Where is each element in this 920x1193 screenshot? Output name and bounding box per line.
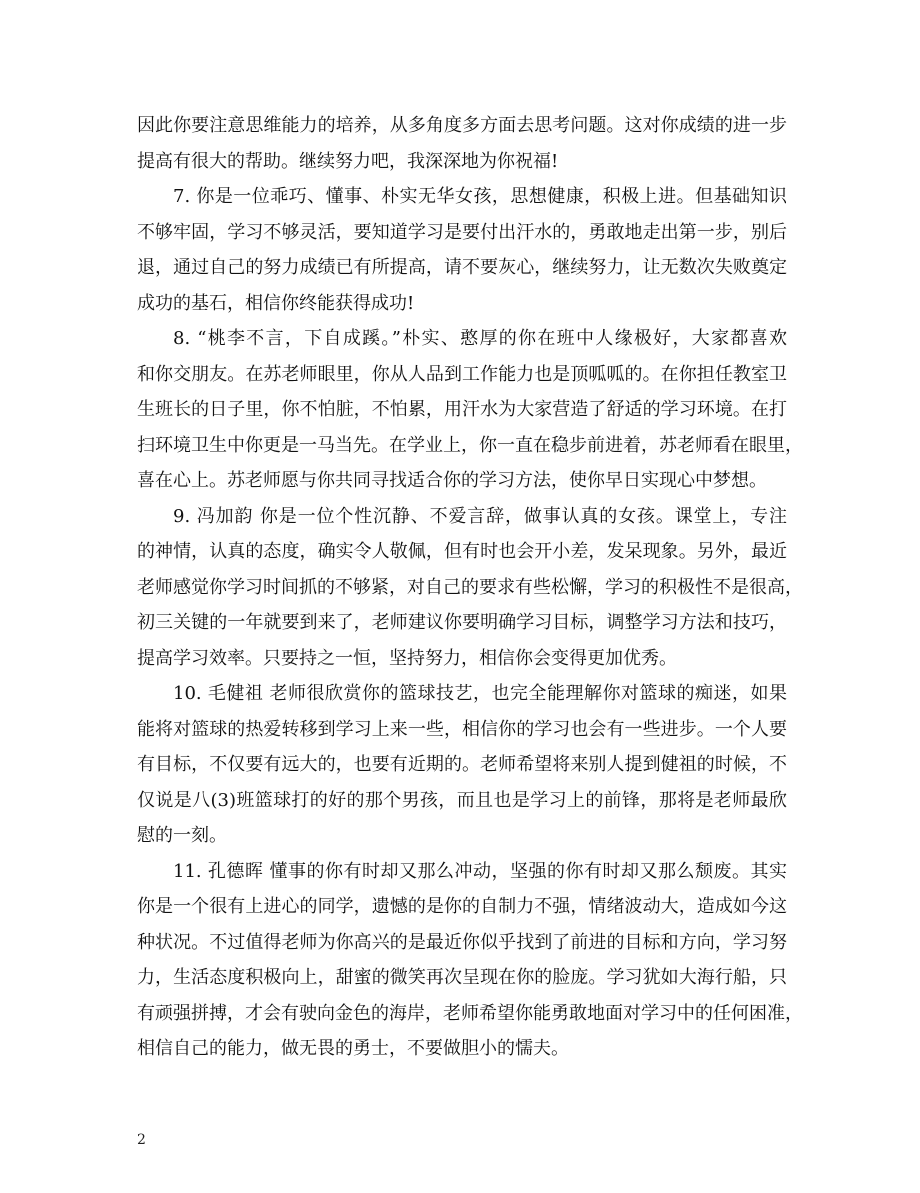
text-line: 你是一个很有上进心的同学，遗憾的是你的自制力不强，情绪波动大，造成如今这 (137, 896, 787, 917)
text-line: 有目标，不仅要有远大的，也要有近期的。老师希望将来别人提到健祖的时候，不 (137, 754, 787, 775)
text-line: 成功的基石，相信你终能获得成功! (137, 293, 415, 314)
text-line: 喜在心上。苏老师愿与你共同寻找适合你的学习方法，使你早日实现心中梦想。 (137, 470, 767, 491)
text-line: 相信自己的能力，做无畏的勇士，不要做胆小的懦夫。 (137, 1038, 569, 1059)
text-line: 提高有很大的帮助。继续努力吧，我深深地为你祝福! (137, 151, 559, 172)
text-line: 初三关键的一年就要到来了，老师建议你要明确学习目标，调整学习方法和技巧， (137, 612, 787, 633)
text-line: 扫环境卫生中你更是一马当先。在学业上，你一直在稳步前进着，苏老师看在眼里， (137, 435, 803, 456)
text-line: 能将对篮球的热爱转移到学习上来一些，相信你的学习也会有一些进步。一个人要 (137, 719, 787, 740)
text-line: 和你交朋友。在苏老师眼里，你从人品到工作能力也是顶呱呱的。在你担任教室卫 (137, 364, 787, 385)
text-line: 慰的一刻。 (137, 825, 227, 846)
text-line: 因此你要注意思维能力的培养，从多角度多方面去思考问题。这对你成绩的进一步 (137, 115, 787, 136)
text-line: 退，通过自己的努力成绩已有所提高，请不要灰心，继续努力，让无数次失败奠定 (137, 257, 787, 278)
paragraph-9-first-line: 9. 冯加韵 你是一位个性沉静、不爱言辞，做事认真的女孩。课堂上，专注 (173, 506, 787, 527)
text-line: 生班长的日子里，你不怕脏，不怕累，用汗水为大家营造了舒适的学习环境。在打 (137, 399, 787, 420)
text-line: 有顽强拼搏，才会有驶向金色的海岸，老师希望你能勇敢地面对学习中的任何困准， (137, 1003, 803, 1024)
paragraph-10-first-line: 10. 毛健祖 老师很欣赏你的篮球技艺，也完全能理解你对篮球的痴迷，如果 (173, 683, 787, 704)
text-line: 老师感觉你学习时间抓的不够紧，对自己的要求有些松懈，学习的积极性不是很高， (137, 577, 803, 598)
text-line: 提高学习效率。只要持之一恒，坚持努力，相信你会变得更加优秀。 (137, 648, 677, 669)
text-line: 的神情，认真的态度，确实令人敬佩，但有时也会开小差，发呆现象。另外，最近 (137, 541, 787, 562)
text-line: 仅说是八(3)班篮球打的好的那个男孩，而且也是学习上的前锋，那将是老师最欣 (137, 790, 787, 811)
text-line: 种状况。不过值得老师为你高兴的是最近你似乎找到了前进的目标和方向，学习努 (137, 932, 787, 953)
page-number: 2 (137, 1132, 146, 1148)
paragraph-8-first-line: 8. “桃李不言，下自成蹊。”朴实、憨厚的你在班中人缘极好，大家都喜欢 (173, 328, 787, 349)
text-line: 不够牢固，学习不够灵活，要知道学习是要付出汗水的，勇敢地走出第一步，别后 (137, 222, 787, 243)
paragraph-7-first-line: 7. 你是一位乖巧、懂事、朴实无华女孩，思想健康，积极上进。但基础知识 (173, 186, 787, 207)
paragraph-11-first-line: 11. 孔德晖 懂事的你有时却又那么冲动，坚强的你有时却又那么颓废。其实 (173, 861, 787, 882)
text-line: 力，生活态度积极向上，甜蜜的微笑再次呈现在你的脸庞。学习犹如大海行船，只 (137, 967, 787, 988)
